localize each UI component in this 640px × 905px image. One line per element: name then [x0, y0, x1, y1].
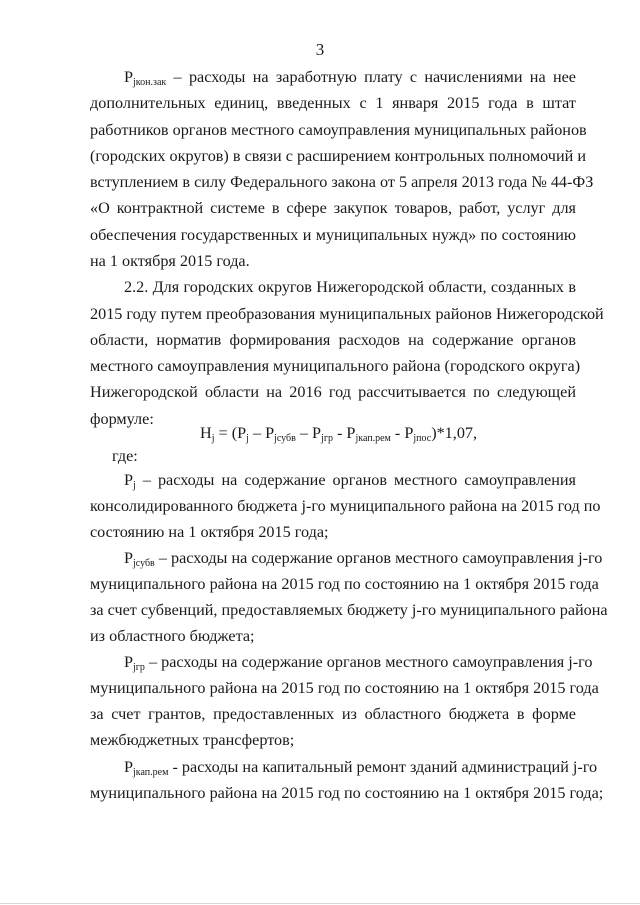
where-label: где:: [112, 447, 138, 465]
text-line: $P_{jкап.рем}$ - расходы на капитальный ремонт зданий администраций j-го: [124, 758, 598, 778]
text-line: $P_{jкон.зак}$ – расходы на заработную плату с начислениями на нее: [124, 68, 576, 88]
formula-symbol: $P_{jкап.рем}$: [124, 758, 169, 778]
text-line: области, норматив формирования расходов на содержание органов: [90, 331, 576, 349]
text-line: консолидированного бюджета j-го муниципального района на 2015 год по: [90, 497, 601, 515]
formula-symbol: $P_{jгр}$: [124, 653, 145, 673]
text-line: местного самоуправления муниципального района (городского округа): [90, 357, 581, 375]
formula-symbol: $P_j$: [124, 471, 136, 491]
text-line: из областного бюджета;: [90, 627, 255, 645]
page-number: 3: [315, 40, 325, 59]
text-line: муниципального района на 2015 год по состоянию на 1 октября 2015 года;: [90, 784, 604, 802]
text-line: 2015 году путем преобразования муниципальных районов Нижегородской: [90, 305, 604, 323]
text-line: за счет грантов, предоставленных из областного бюджета в форме: [90, 705, 576, 723]
text-line: вступлением в силу Федерального закона от 5 апреля 2013 года № 44-ФЗ: [90, 173, 594, 191]
formula-symbol: $P_{jкон.зак}$: [124, 68, 167, 88]
page-bottom-edge: [0, 903, 640, 904]
text-line: Нижегородской области на 2016 год рассчитывается по следующей: [90, 383, 576, 401]
text-line: $P_j$ – расходы на содержание органов местного самоуправления: [124, 471, 576, 491]
text-line: $P_{jсубв}$ – расходы на содержание органов местного самоуправления j-го: [124, 549, 603, 569]
text-line: на 1 октября 2015 года.: [90, 252, 250, 270]
text-line: за счет субвенций, предоставляемых бюджету j-го муниципального района: [90, 601, 608, 619]
text-line: работников органов местного самоуправления муниципальных районов: [90, 121, 587, 139]
text-line: (городских округов) в связи с расширением контрольных полномочий и: [90, 147, 586, 165]
text-line: дополнительных единиц, введенных с 1 января 2015 года в штат: [90, 94, 576, 112]
formula: $Н_j = (P_j - P_{jсубв} - P_{jгр} - P_{jкап.рем} - P_{jпос})*1,07$,: [200, 424, 478, 444]
text-line: 2.2. Для городских округов Нижегородской области, созданных в: [124, 278, 576, 296]
text-line: формуле:: [90, 410, 154, 428]
formula-symbol: $P_{jсубв}$: [124, 549, 155, 569]
text-line: $P_{jгр}$ – расходы на содержание органов местного самоуправления j-го: [124, 653, 593, 673]
text-line: «О контрактной системе в сфере закупок товаров, работ, услуг для: [90, 199, 576, 217]
text-line: муниципального района на 2015 год по состоянию на 1 октября 2015 года: [90, 575, 599, 593]
text-line: обеспечения государственных и муниципальных нужд» по состоянию: [90, 226, 576, 244]
text-line: межбюджетных трансфертов;: [90, 731, 295, 749]
text-line: состоянию на 1 октября 2015 года;: [90, 523, 329, 541]
text-line: муниципального района на 2015 год по состоянию на 1 октября 2015 года: [90, 679, 599, 697]
